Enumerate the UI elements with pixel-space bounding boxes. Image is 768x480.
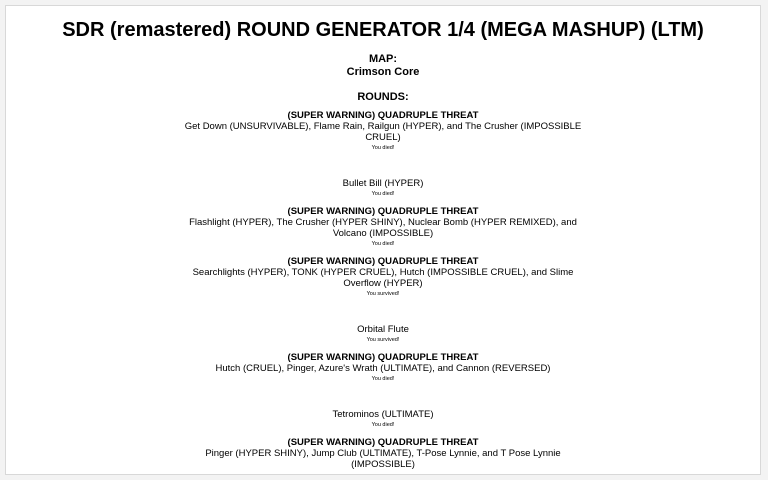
round-result: You died! (371, 422, 395, 428)
round-entry (183, 256, 583, 306)
round-spacer (183, 306, 583, 324)
round-gap (183, 384, 583, 391)
round-gap (183, 470, 583, 475)
round-description: Pinger (HYPER SHINY), Jump Club (ULTIMATE), T-Pose Lynnie, and T Pose Lynnie (IMPOSSIBLE) (205, 448, 561, 470)
round-heading: (SUPER WARNING) QUADRUPLE THREAT (287, 110, 479, 121)
round-result: You survived! (366, 337, 400, 343)
round-entry (183, 437, 583, 475)
round-gap (183, 153, 583, 160)
round-description: Bullet Bill (HYPER) (342, 178, 424, 189)
round-entry (183, 110, 583, 160)
page-title: SDR (remastered) ROUND GENERATOR 1/4 (MEGA MASHUP) (LTM) (62, 19, 704, 41)
round-spacer (183, 391, 583, 409)
round-generator-page (5, 5, 761, 475)
round-description: Flashlight (HYPER), The Crusher (HYPER SHINY), Nuclear Bomb (HYPER REMIXED), and Volcano (IMPOSSIBLE) (189, 217, 577, 239)
round-entry (183, 391, 583, 437)
round-spacer (183, 160, 583, 178)
round-heading: (SUPER WARNING) QUADRUPLE THREAT (287, 352, 479, 363)
round-heading: (SUPER WARNING) QUADRUPLE THREAT (287, 206, 479, 217)
round-result: You died! (371, 376, 395, 382)
round-description: Searchlights (HYPER), TONK (HYPER CRUEL), Hutch (IMPOSSIBLE CRUEL), and Slime Overflow (HYPER) (192, 267, 574, 289)
round-gap (183, 249, 583, 256)
round-description: Tetrominos (ULTIMATE) (332, 409, 434, 420)
round-entry (183, 306, 583, 352)
round-entry (183, 160, 583, 206)
round-result: You died! (371, 191, 395, 197)
round-entry (183, 206, 583, 256)
round-gap (183, 345, 583, 352)
round-result: You died! (371, 241, 395, 247)
round-heading: (SUPER WARNING) QUADRUPLE THREAT (287, 437, 479, 448)
map-name: Crimson Core (346, 66, 420, 78)
round-gap (183, 430, 583, 437)
round-result: You died! (371, 145, 395, 151)
round-description: Hutch (CRUEL), Pinger, Azure's Wrath (ULTIMATE), and Cannon (REVERSED) (215, 363, 551, 374)
round-description: Get Down (UNSURVIVABLE), Flame Rain, Railgun (HYPER), and The Crusher (IMPOSSIBLE CRUEL) (184, 121, 582, 143)
round-description: Orbital Flute (357, 324, 409, 335)
round-gap (183, 199, 583, 206)
map-label: MAP: (368, 53, 398, 65)
rounds-label: ROUNDS: (357, 91, 409, 103)
round-heading: (SUPER WARNING) QUADRUPLE THREAT (287, 256, 479, 267)
round-gap (183, 299, 583, 306)
round-result: You survived! (366, 291, 400, 297)
rounds-list (6, 110, 760, 475)
round-entry (183, 352, 583, 391)
